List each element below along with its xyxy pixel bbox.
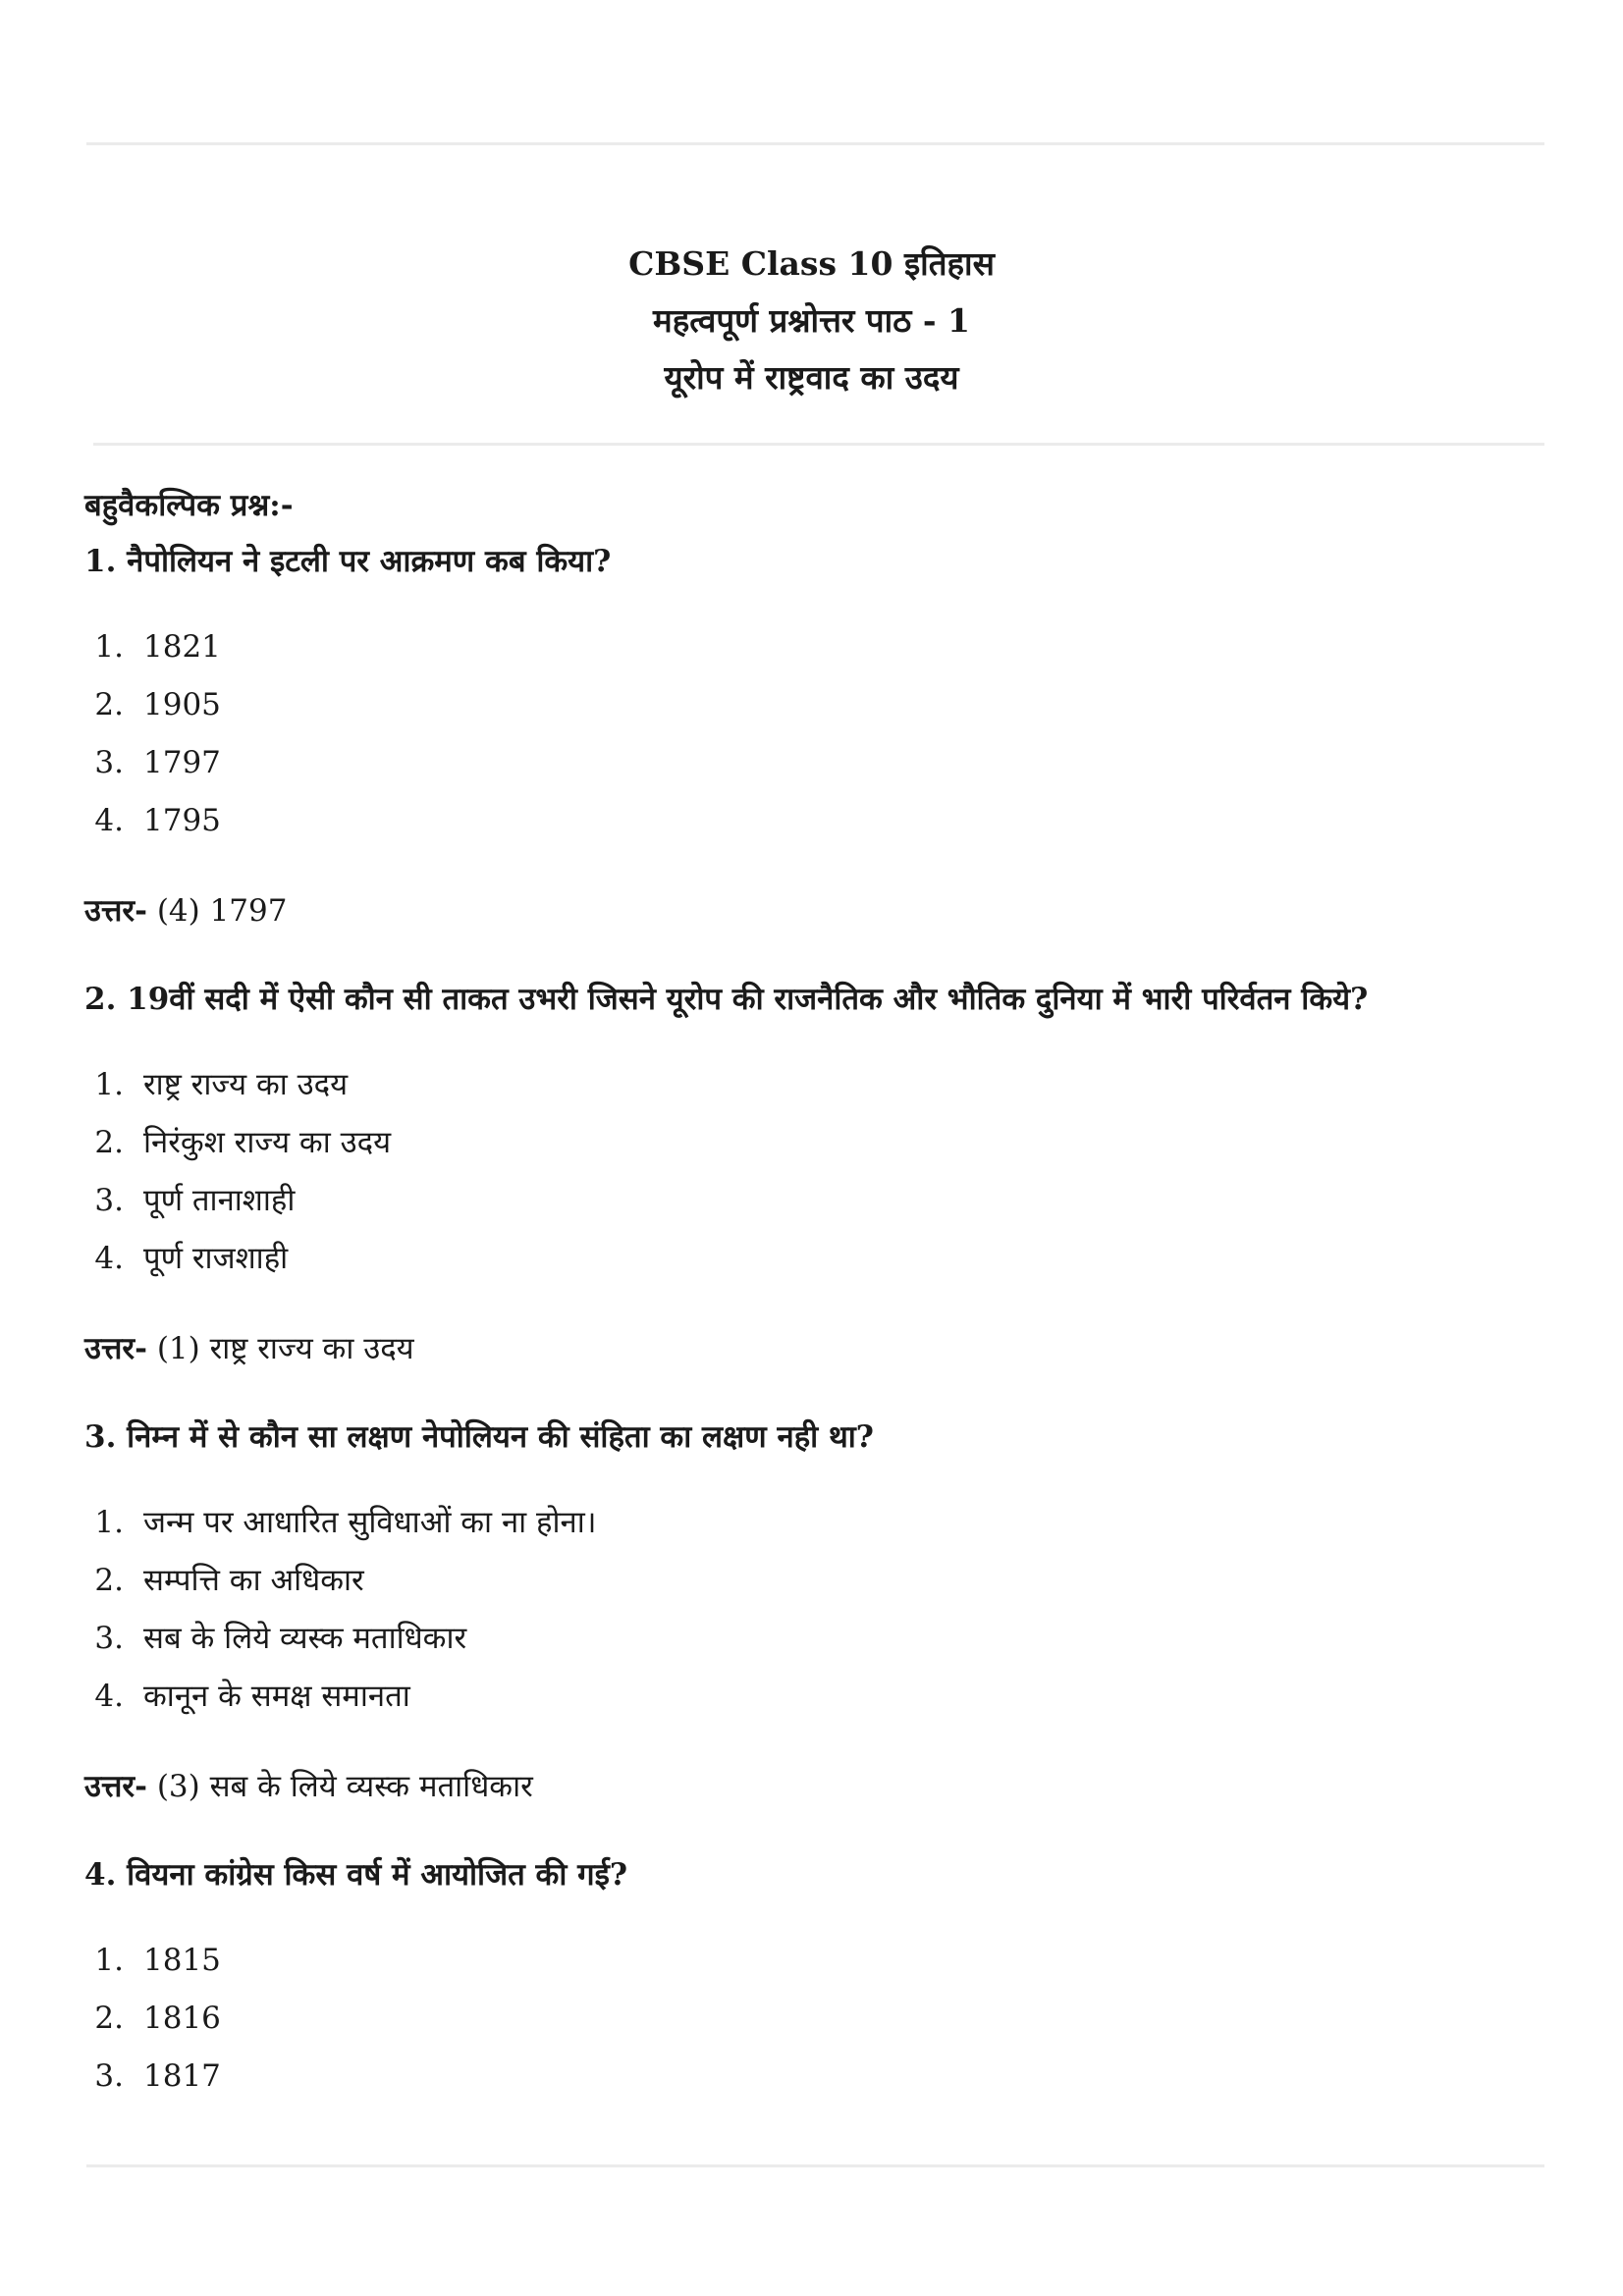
- answer-label: उत्तर-: [84, 1331, 147, 1366]
- option-item: [84, 1552, 1557, 1610]
- question-block-3: [84, 1408, 1557, 1816]
- option-text: 1816: [143, 2001, 221, 2036]
- option-number: 4.: [94, 1241, 124, 1276]
- answer-line: [84, 1757, 1557, 1816]
- option-number: 2.: [94, 2001, 124, 2036]
- option-number: 1.: [94, 1505, 124, 1540]
- question-block-1: [84, 532, 1557, 940]
- option-item: [84, 1932, 1557, 1990]
- chapter-title: यूरोप में राष्ट्रवाद का उदय: [664, 358, 959, 397]
- option-number: 1.: [94, 1067, 124, 1102]
- option-text: पूर्ण राजशाही: [143, 1241, 289, 1276]
- answer-text: (3) सब के लिये व्यस्क मताधिकार: [146, 1769, 533, 1804]
- option-number: 2.: [94, 687, 124, 722]
- option-text: कानून के समक्ष समानता: [143, 1679, 410, 1714]
- option-number: 3.: [94, 745, 124, 780]
- option-number: 3.: [94, 2058, 124, 2094]
- option-item: [84, 2048, 1557, 2106]
- question-text: 2. 19वीं सदी में ऐसी कौन सी ताकत उभरी जिसने यूरोप की राजनैतिक और भौतिक दुनिया में भारी परिर्वतन किये?: [84, 982, 1369, 1017]
- question-text: 4. वियना कांग्रेस किस वर्ष में आयोजित की गई?: [84, 1857, 628, 1893]
- option-number: 1.: [94, 1943, 124, 1978]
- option-number: 4.: [94, 803, 124, 838]
- option-number: 2.: [94, 1563, 124, 1598]
- answer-text: (4) 1797: [146, 893, 288, 929]
- option-number: 3.: [94, 1183, 124, 1218]
- option-number: 3.: [94, 1621, 124, 1656]
- document-title: CBSE Class 10 इतिहास: [628, 244, 995, 283]
- option-item: [84, 1494, 1557, 1552]
- option-text: 1795: [143, 803, 221, 838]
- question-block-2: [84, 970, 1557, 1378]
- answer-line: [84, 881, 1557, 940]
- header-divider: [93, 443, 1544, 446]
- document-body: [84, 479, 1557, 2135]
- option-item: [84, 792, 1557, 850]
- section-title: बहुवैकल्पिक प्रश्न:-: [84, 488, 294, 523]
- option-item: [84, 1172, 1557, 1230]
- option-number: 4.: [94, 1679, 124, 1714]
- option-list: [84, 1932, 1557, 2106]
- option-text: सम्पत्ति का अधिकार: [143, 1563, 364, 1598]
- option-list: [84, 618, 1557, 850]
- option-list: [84, 1056, 1557, 1288]
- answer-text: (1) राष्ट्र राज्य का उदय: [146, 1331, 414, 1366]
- option-item: [84, 1114, 1557, 1172]
- option-number: 1.: [94, 629, 124, 665]
- option-item: [84, 1668, 1557, 1726]
- option-text: 1797: [143, 745, 221, 780]
- question-text: 3. निम्न में से कौन सा लक्षण नेपोलियन की संहिता का लक्षण नही था?: [84, 1419, 874, 1455]
- document-header: [0, 236, 1623, 406]
- top-divider: [86, 142, 1544, 145]
- option-list: [84, 1494, 1557, 1726]
- option-text: 1905: [143, 687, 221, 722]
- answer-label: उत्तर-: [84, 893, 147, 929]
- option-text: जन्म पर आधारित सुविधाओं का ना होना।: [143, 1505, 597, 1540]
- bottom-divider: [86, 2164, 1544, 2167]
- answer-label: उत्तर-: [84, 1769, 147, 1804]
- option-text: राष्ट्र राज्य का उदय: [143, 1067, 349, 1102]
- option-item: [84, 1230, 1557, 1288]
- option-text: 1821: [143, 629, 221, 665]
- question-block-4: [84, 1845, 1557, 2106]
- option-text: 1815: [143, 1943, 221, 1978]
- question-text: 1. नैपोलियन ने इटली पर आक्रमण कब किया?: [84, 544, 612, 579]
- option-item: [84, 1056, 1557, 1114]
- option-item: [84, 618, 1557, 676]
- option-text: निरंकुश राज्य का उदय: [143, 1125, 392, 1160]
- option-number: 2.: [94, 1125, 124, 1160]
- option-text: सब के लिये व्यस्क मताधिकार: [143, 1621, 467, 1656]
- answer-line: [84, 1319, 1557, 1378]
- option-item: [84, 1990, 1557, 2048]
- option-item: [84, 1610, 1557, 1668]
- option-item: [84, 734, 1557, 792]
- option-item: [84, 676, 1557, 734]
- document-subtitle: महत्वपूर्ण प्रश्नोत्तर पाठ - 1: [653, 301, 970, 340]
- option-text: पूर्ण तानाशाही: [143, 1183, 296, 1218]
- option-text: 1817: [143, 2058, 221, 2094]
